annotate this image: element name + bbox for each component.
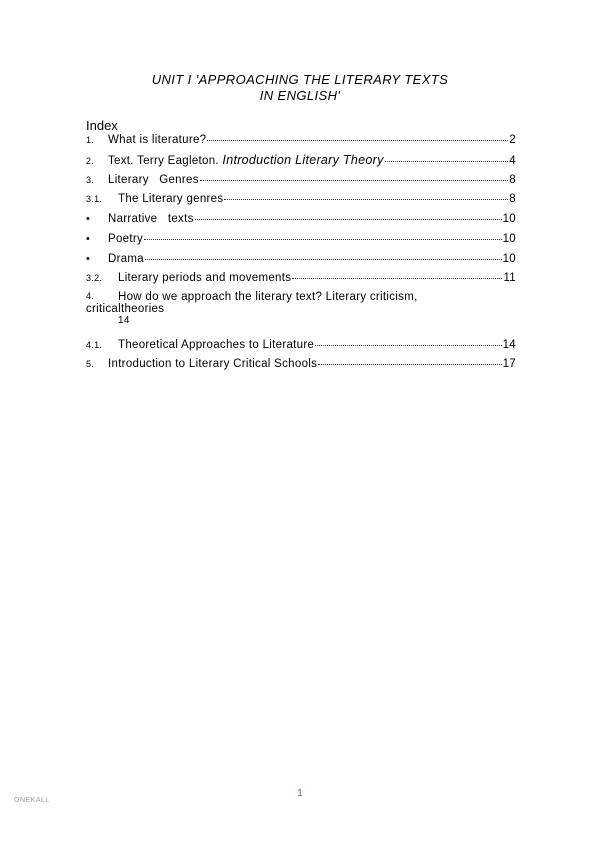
toc-leader-dots xyxy=(144,230,502,240)
toc-entry-number: 2. xyxy=(86,156,95,166)
toc-entry[interactable] xyxy=(86,357,516,370)
index-heading: Index xyxy=(86,118,118,133)
toc-entry-page: 10 xyxy=(502,213,516,225)
toc-entry-number: 5. xyxy=(86,359,95,369)
toc-entry-title: Poetry xyxy=(108,233,144,245)
toc-entry-page: 4 xyxy=(509,155,516,167)
toc-entry-number: 4.1. xyxy=(86,340,103,350)
toc-entry-page: 11 xyxy=(503,272,516,284)
toc-entry-page: 14 xyxy=(502,339,516,351)
toc-entry-title-italic: Introduction Literary Theory xyxy=(222,153,384,167)
toc-leader-dots xyxy=(200,171,509,181)
toc-leader-dots xyxy=(292,269,502,279)
watermark: ONEKALL xyxy=(14,797,50,804)
toc-entry[interactable] xyxy=(86,153,516,167)
toc-entry-page: 8 xyxy=(509,174,516,186)
toc-leader-dots xyxy=(385,152,509,162)
toc-entry-number: 3.2. xyxy=(86,273,103,283)
toc-leader-dots xyxy=(207,131,508,141)
toc-entry-line-1 xyxy=(86,291,516,303)
toc-entry-title: How do we approach the literary text? Literary criticism, xyxy=(118,291,418,303)
toc-entry[interactable] xyxy=(86,338,516,351)
toc-entry-title: Theoretical Approaches to Literature xyxy=(118,339,315,351)
toc-entry-page: 2 xyxy=(509,134,516,146)
bullet-icon: • xyxy=(86,213,91,225)
bullet-icon: • xyxy=(86,233,91,245)
toc-entry[interactable] xyxy=(86,173,516,186)
toc-leader-dots xyxy=(315,336,501,346)
toc-entry-title-continued: criticaltheories xyxy=(86,303,165,315)
toc-entry-page: 10 xyxy=(502,233,516,245)
toc-entry-title: The Literary genres xyxy=(118,193,224,205)
toc-entry[interactable] xyxy=(86,212,516,225)
toc-leader-dots xyxy=(145,250,502,260)
toc-leader-dots xyxy=(195,210,502,220)
toc-entry[interactable] xyxy=(86,192,516,205)
toc-entry[interactable] xyxy=(86,291,516,326)
toc-leader-dots xyxy=(224,190,508,200)
toc-entry-number: 3.1. xyxy=(86,194,103,204)
toc-entry-page: 17 xyxy=(502,358,516,370)
document-title xyxy=(0,72,600,104)
toc-entry-number: 1. xyxy=(86,135,95,145)
toc-entry-title: Literary periods and movements xyxy=(118,272,292,284)
toc-leader-dots xyxy=(318,355,501,365)
page-number: 1 xyxy=(297,788,303,799)
toc-entry-title: Literary Genres xyxy=(108,174,199,186)
toc-entry-title: What is literature? xyxy=(108,134,207,146)
toc-entry-page: 14 xyxy=(118,315,130,326)
document-title-line-2: IN ENGLISH' xyxy=(259,88,341,103)
document-title-line-1: UNIT I 'APPROACHING THE LITERARY TEXTS xyxy=(151,72,449,87)
toc-entry-title xyxy=(108,153,384,167)
toc-entry[interactable] xyxy=(86,133,516,146)
toc-entry[interactable] xyxy=(86,252,516,265)
toc-entry-title: Introduction to Literary Critical Schools xyxy=(108,358,318,370)
toc-entry-title: Narrative texts xyxy=(108,213,194,225)
toc-entry-page: 10 xyxy=(502,253,516,265)
toc-entry-title-plain: Text. Terry Eagleton. xyxy=(108,155,219,167)
toc-entry-number: 4. xyxy=(86,291,95,301)
toc-entry-title: Drama xyxy=(108,253,145,265)
bullet-icon: • xyxy=(86,253,91,265)
toc-entry-page: 8 xyxy=(509,193,516,205)
toc-entry[interactable] xyxy=(86,271,516,284)
toc-entry-number: 3. xyxy=(86,175,95,185)
toc-entry[interactable] xyxy=(86,232,516,245)
